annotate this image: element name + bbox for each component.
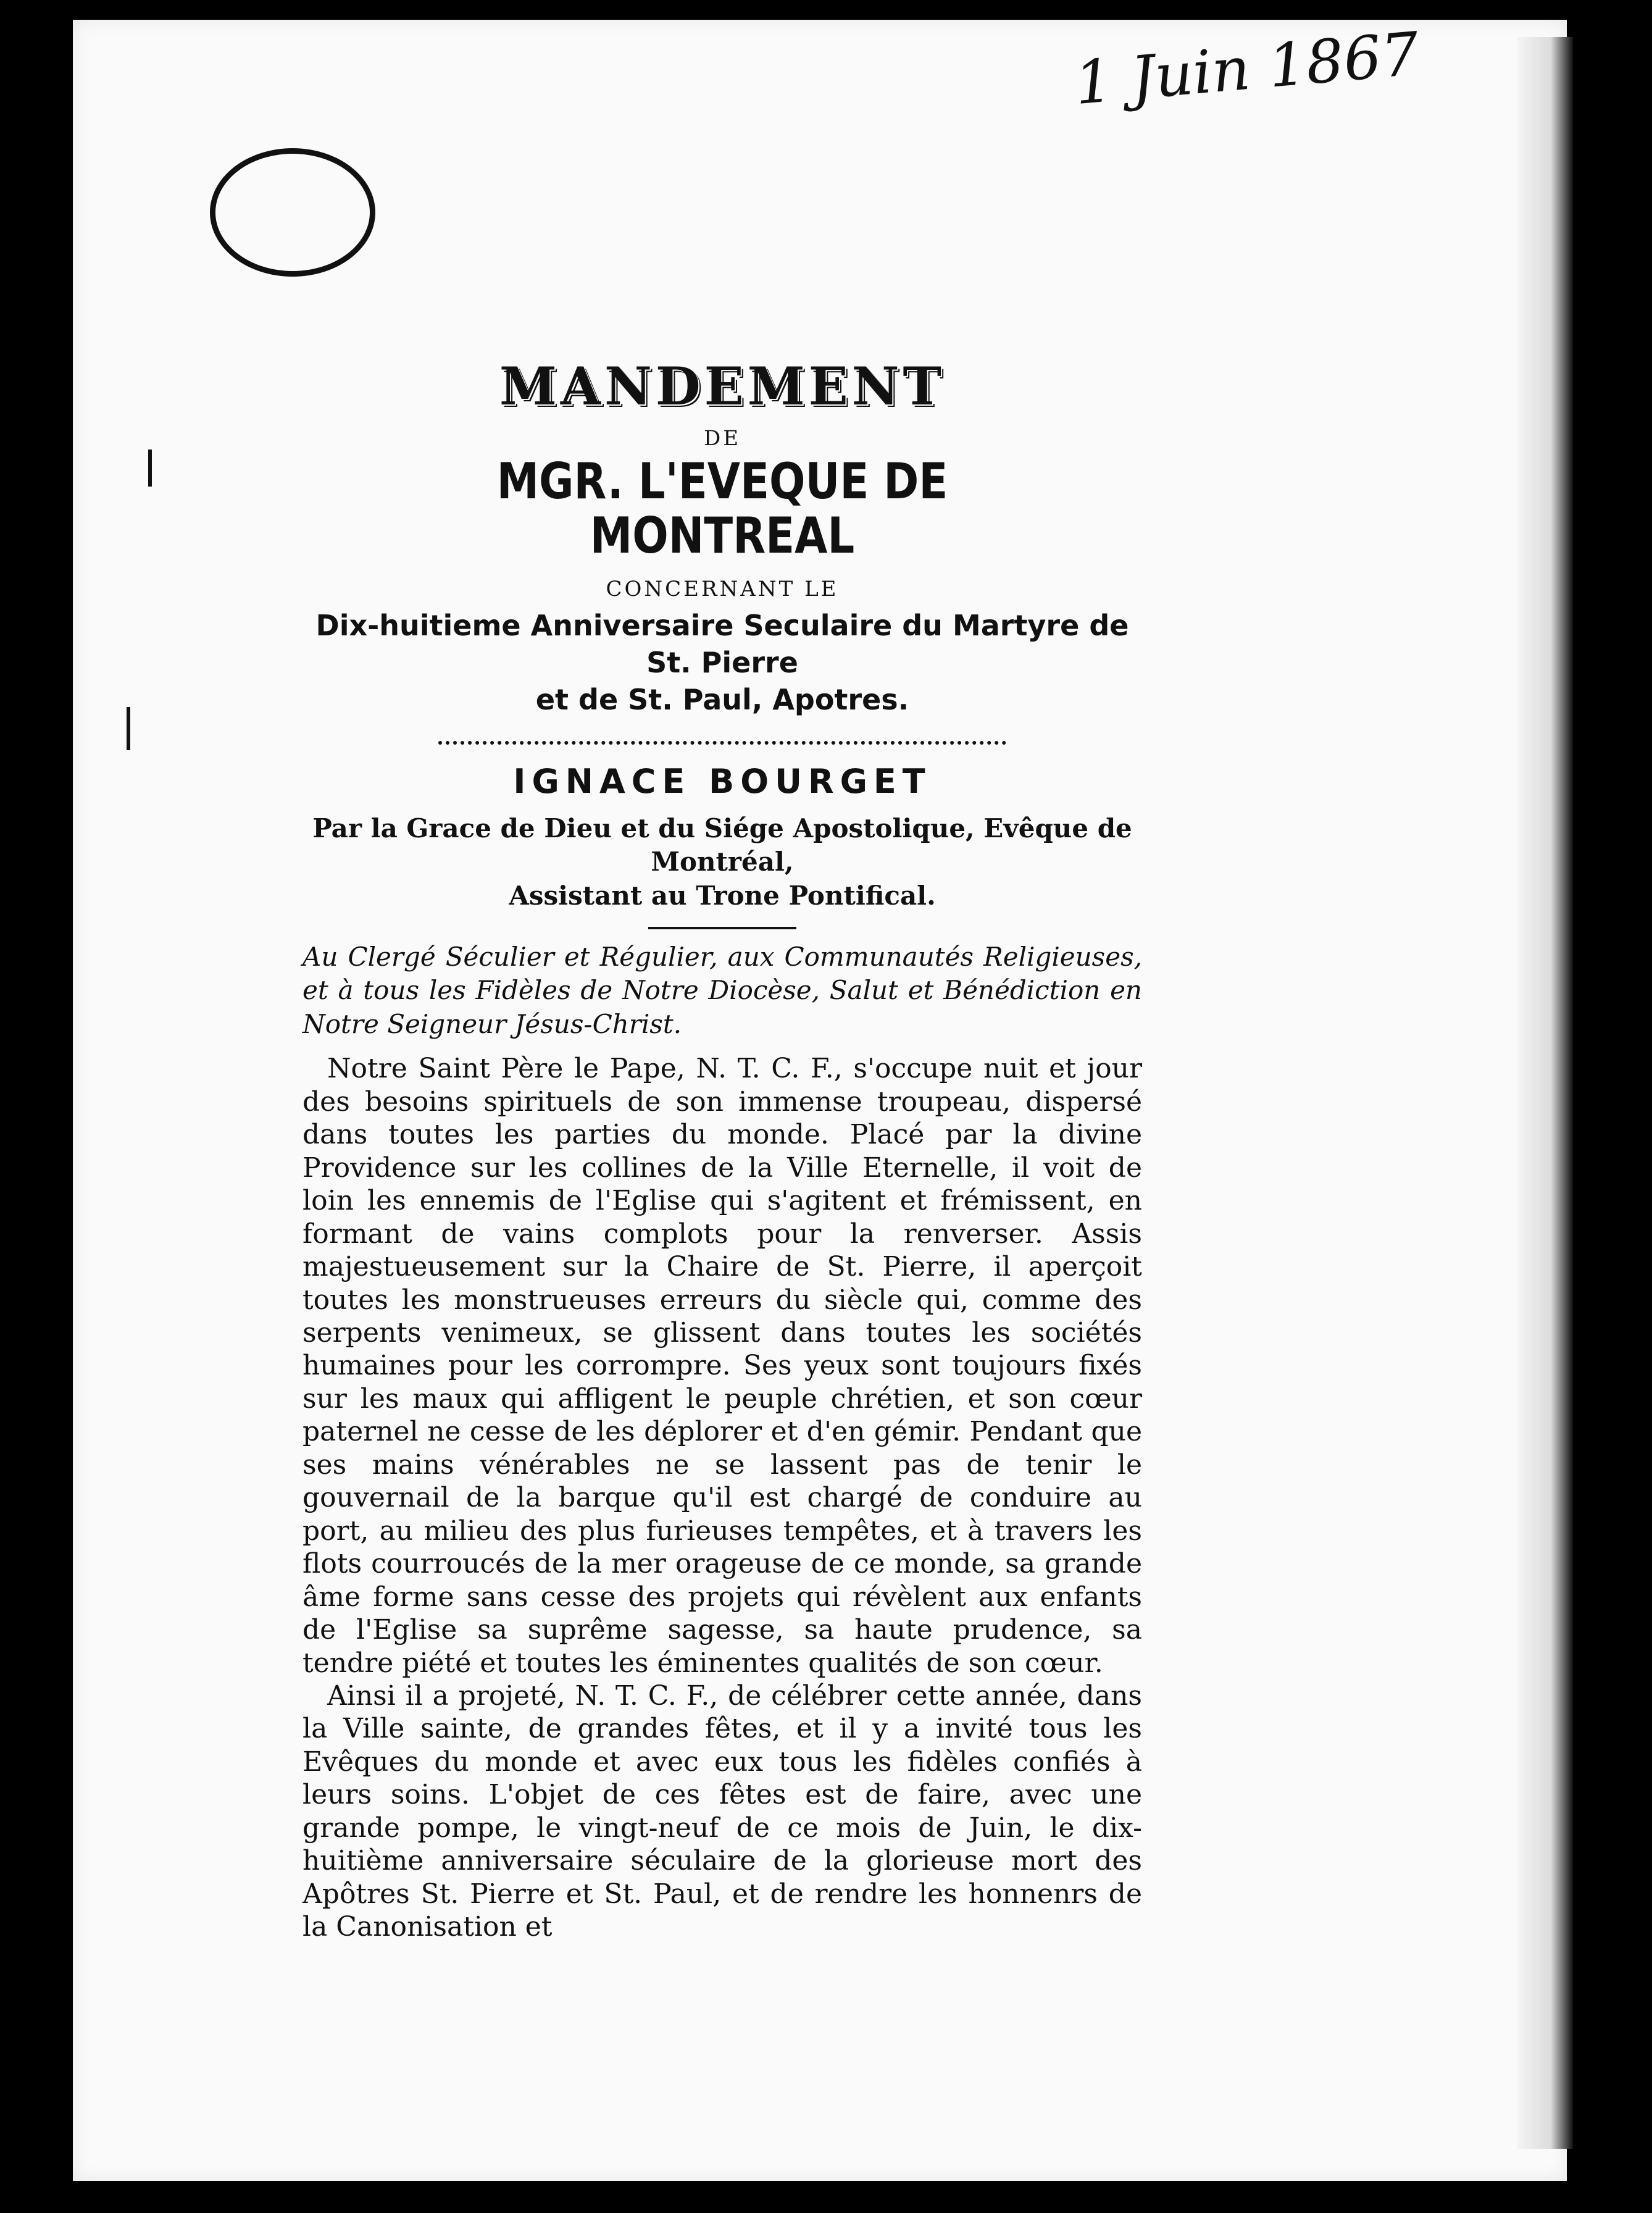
margin-mark: [148, 450, 152, 487]
address-salutation: Au Clergé Séculier et Régulier, aux Communautés Religieuses, et à tous les Fidèles de Notre Diocèse, Salut et Bénédiction en Notre Seigneur Jésus-Christ.: [302, 941, 1142, 1039]
page-edge-shadow: [1517, 37, 1573, 2149]
subject-line-2: et de St. Paul, Apotres.: [535, 682, 909, 716]
body-paragraph-2: Ainsi il a projeté, N. T. C. F., de célébrer cette année, dans la Ville sainte, de grandes fêtes, et il y a invité tous les Evêques du monde et avec eux tous les fidèles confiés à leurs soins. L'objet de ces fêtes est de faire, avec une grande pompe, le vingt-neuf de ce mois de Juin, le dix-huitième anniversaire séculaire de la glorieuse mort des Apôtres St. Pierre et St. Paul, et de rendre les honnenrs de la Canonisation et: [302, 1680, 1142, 1943]
bishop-heading: MGR. L'EVEQUE DE MONTREAL: [496, 453, 948, 565]
body-paragraph-1: Notre Saint Père le Pape, N. T. C. F., s'occupe nuit et jour des besoins spirituels de son immense troupeau, dispersé dans toutes les parties du monde. Placé par la divine Providence sur les collines de la Ville Eternelle, il voit de loin les ennemis de l'Eglise qui s'agitent et frémissent, en formant de vains complots pour la renverser. Assis majestueusement sur la Chaire de St. Pierre, il aperçoit toutes les monstrueuses erreurs du siècle qui, comme des serpents venimeux, se glissent dans toutes les sociétés humaines pour les corrompre. Ses yeux sont toujours fixés sur les maux qui affligent le peuple chrétien, et son cœur paternel ne cesse de les déplorer et d'en gémir. Pendant que ses mains vénérables ne se lassent pas de tenir le gouvernail de la barque qu'il est chargé de conduire au port, au milieu des plus furieuses tempêtes, et à travers les flots courroucés de la mer orageuse de ce monde, sa grande âme forme sans cesse des projets qui révèlent aux enfants de l'Eglise sa suprême sagesse, sa haute prudence, sa tendre piété et toutes les éminentes qualités de son cœur.: [302, 1053, 1142, 1679]
title-connector: DE: [703, 426, 741, 451]
document-content: [302, 358, 1142, 1944]
subject-line-1: Dix-huitieme Anniversaire Seculaire du Martyre de St. Pierre: [315, 609, 1129, 680]
author-titles: [302, 812, 1142, 913]
handwritten-date: 1 Juin 1867: [1072, 19, 1422, 119]
dotted-divider: [438, 741, 1006, 745]
author-titles-line-2: Assistant au Trone Pontifical.: [509, 880, 936, 911]
author-name: IGNACE BOURGET: [513, 761, 932, 801]
document-title: MANDEMENT: [499, 356, 946, 417]
short-divider: [648, 927, 796, 929]
margin-mark: [127, 707, 130, 750]
seal-outline-icon: [210, 148, 375, 277]
author-titles-line-1: Par la Grace de Dieu et du Siége Apostolique, Evêque de Montréal,: [312, 813, 1132, 877]
concernant-label: CONCERNANT LE: [606, 577, 839, 602]
